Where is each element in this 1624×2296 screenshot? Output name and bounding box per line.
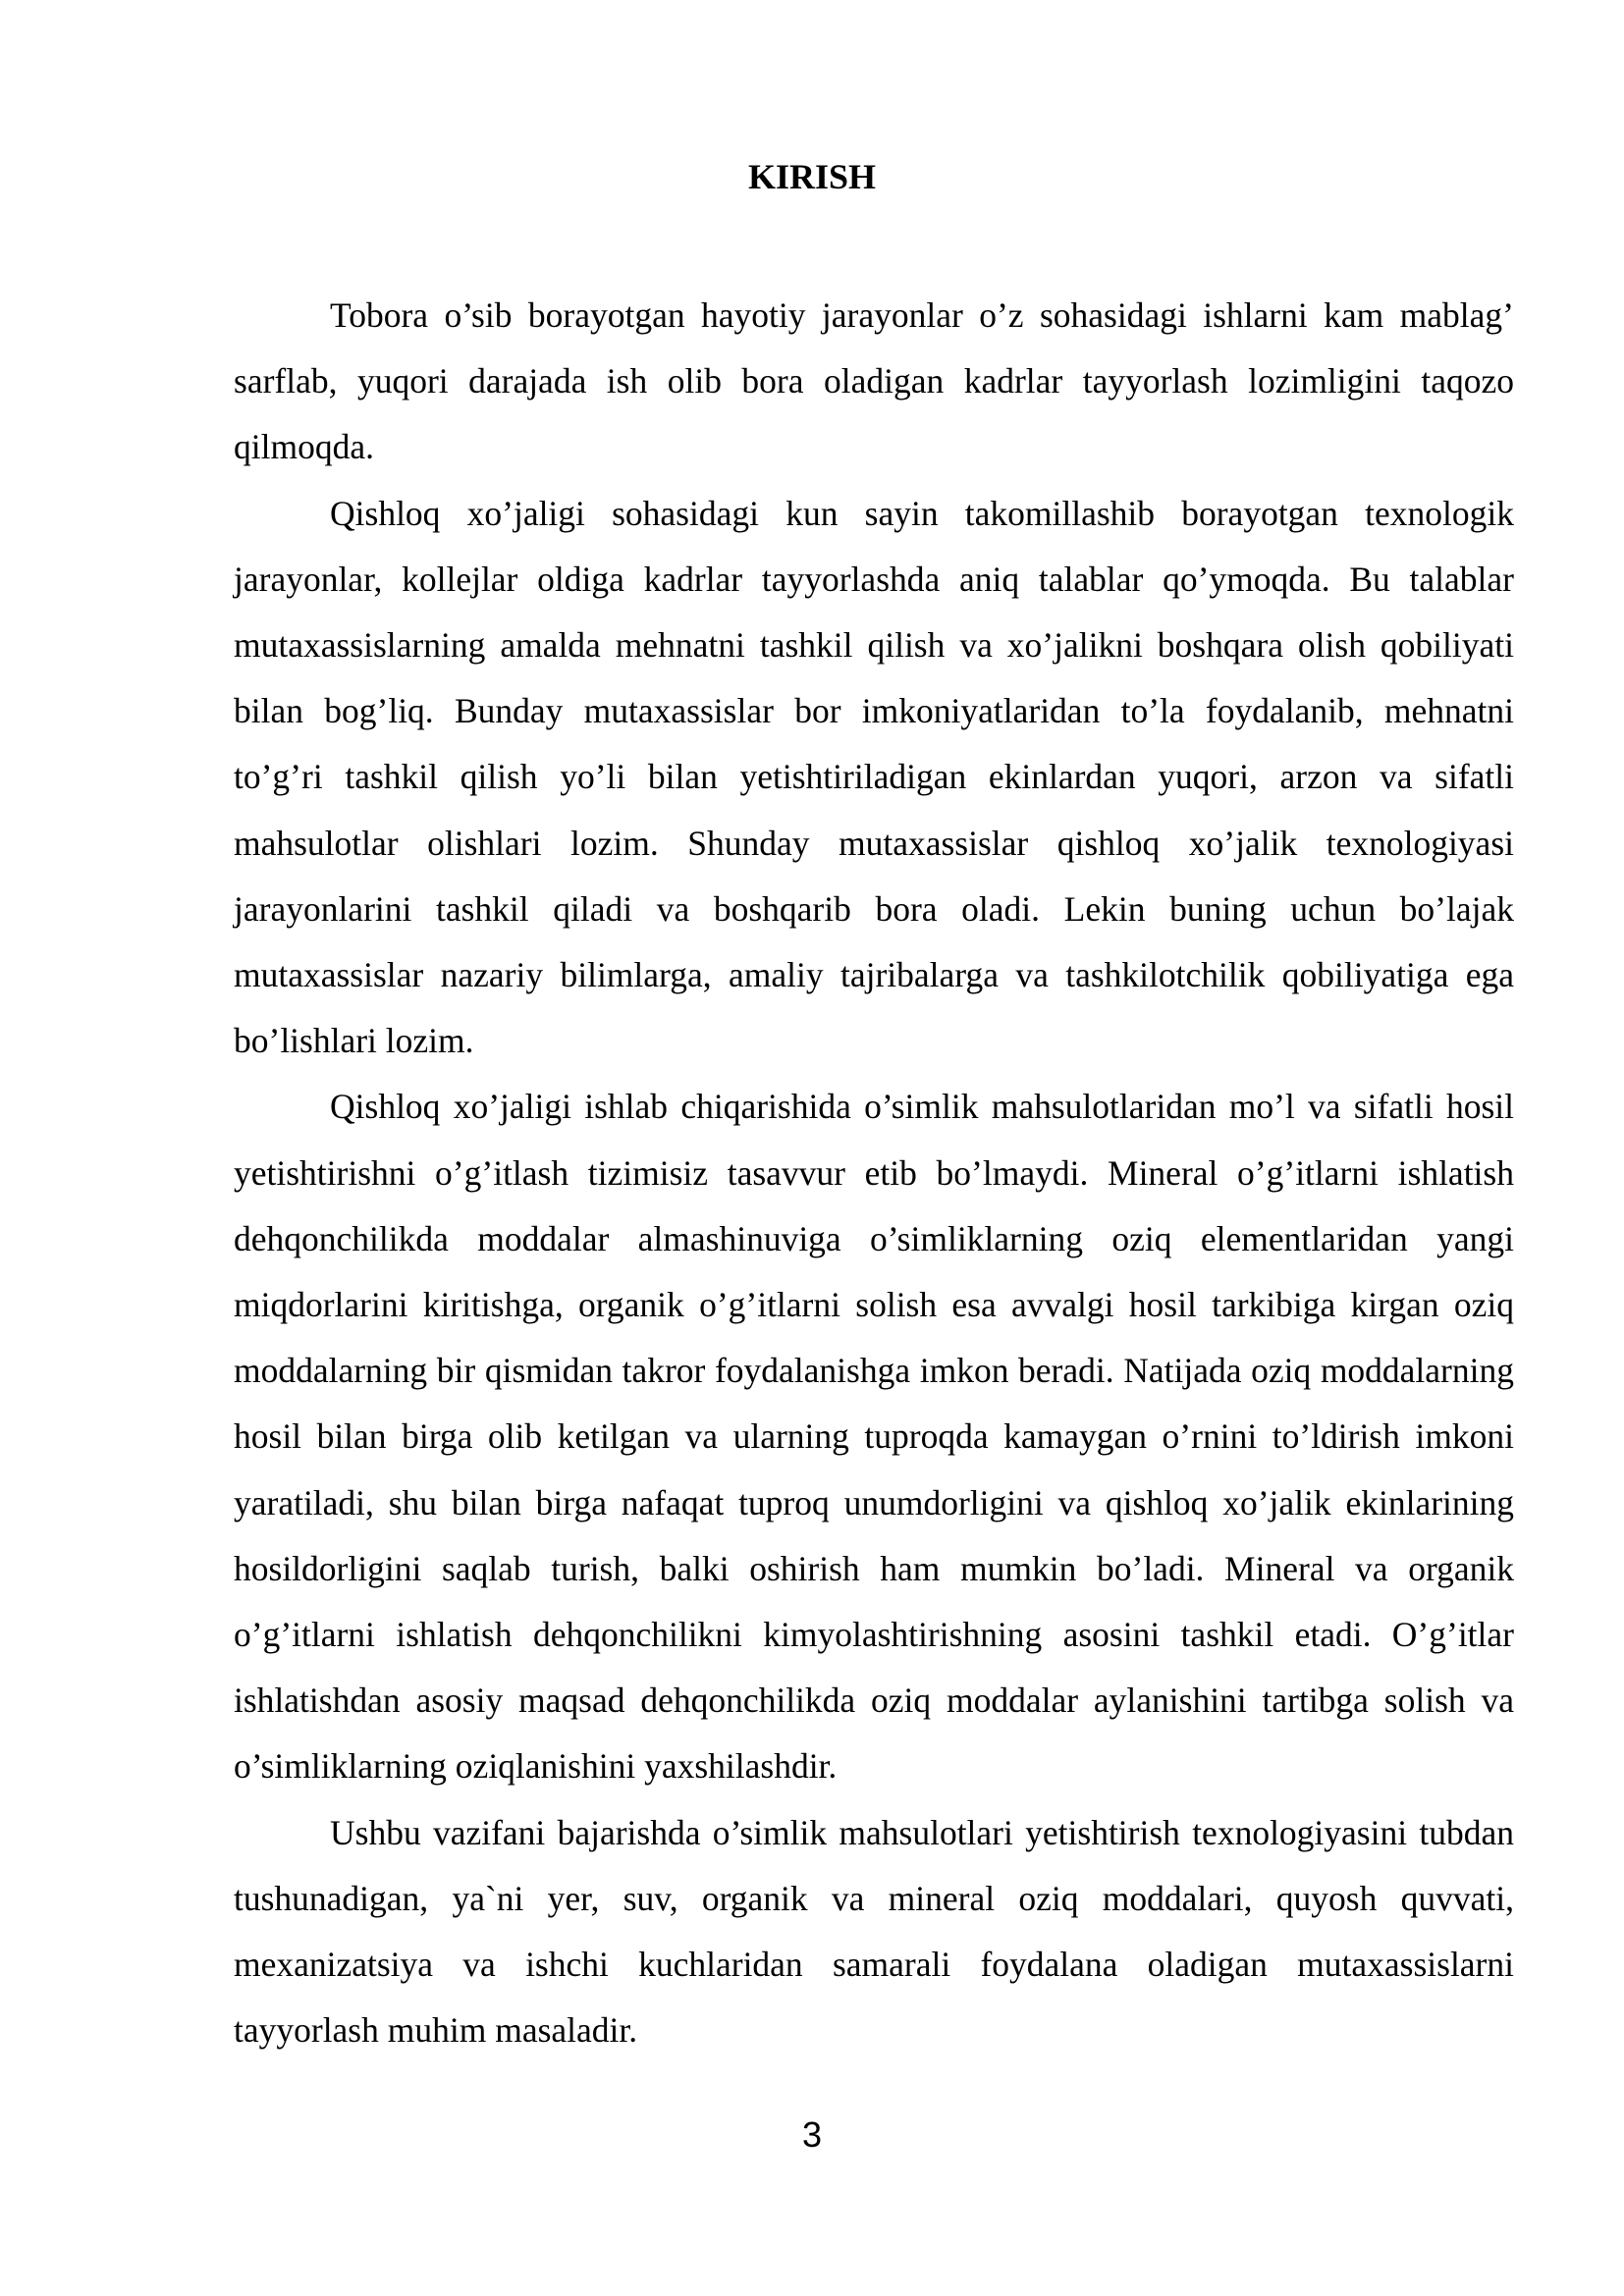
document-body [234, 283, 1514, 2063]
paragraph-2: Qishloq xo’jaligi sohasidagi kun sayin takomillashib borayotgan texnologik jarayonlar, kollejlar oldiga kadrlar tayyorlashda aniq talablar qo’ymoqda. Bu talablar mutaxassislarning amalda mehnatni tashkil qilish va xo’jalikni boshqara olish qobiliyati bilan bog’liq. Bunday mutaxassislar bor imkoniyatlaridan to’la foydalanib, mehnatni to’g’ri tashkil qilish yo’li bilan yetishtiriladigan ekinlardan yuqori, arzon va sifatli mahsulotlar olishlari lozim. Shunday mutaxassislar qishloq xo’jalik texnologiyasi jarayonlarini tashkil qiladi va boshqarib bora oladi. Lekin buning uchun bo’lajak mutaxassislar nazariy bilimlarga, amaliy tajribalarga va tashkilotchilik qobiliyatiga ega bo’lishlari lozim. [234, 493, 1514, 1061]
page-number: 3 [801, 2114, 823, 2155]
paragraph-3: Qishloq xo’jaligi ishlab chiqarishida o’simlik mahsulotlaridan mo’l va sifatli hosil yetishtirishni o’g’itlash tizimisiz tasavvur etib bo’lmaydi. Mineral o’g’itlarni ishlatish dehqonchilikda moddalar almashinuviga o’simliklarning oziq elementlaridan yangi miqdorlarini kiritishga, organik o’g’itlarni solish esa avvalgi hosil tarkibiga kirgan oziq moddalarning bir qismidan takror foydalanishga imkon beradi. Natijada oziq moddalarning hosil bilan birga olib ketilgan va ularning tuproqda kamaygan o’rnini to’ldirish imkoni yaratiladi, shu bilan birga nafaqat tuproq unumdorligini va qishloq xo’jalik ekinlarining hosildorligini saqlab turish, balki oshirish ham mumkin bo’ladi. Mineral va organik o’g’itlarni ishlatish dehqonchilikni kimyolashtirishning asosini tashkil etadi. O’g’itlar ishlatishdan asosiy maqsad dehqonchilikda oziq moddalar aylanishini tartibga solish va o’simliklarning oziqlanishini yaxshilashdir. [234, 1087, 1514, 1787]
paragraph-4: Ushbu vazifani bajarishda o’simlik mahsulotlari yetishtirish texnologiyasini tubdan tushunadigan, ya`ni yer, suv, organik va mineral oziq moddalari, quyosh quvvati, mexanizatsiya va ishchi kuchlaridan samarali foydalana oladigan mutaxassislarni tayyorlash muhim masaladir. [234, 1812, 1514, 2051]
page-title: KIRISH [747, 157, 877, 196]
paragraph-1: Tobora o’sib borayotgan hayotiy jarayonlar o’z sohasidagi ishlarni kam mablag’ sarflab, yuqori darajada ish olib bora oladigan kadrlar tayyorlash lozimligini taqozo qilmoqda. [234, 295, 1514, 467]
